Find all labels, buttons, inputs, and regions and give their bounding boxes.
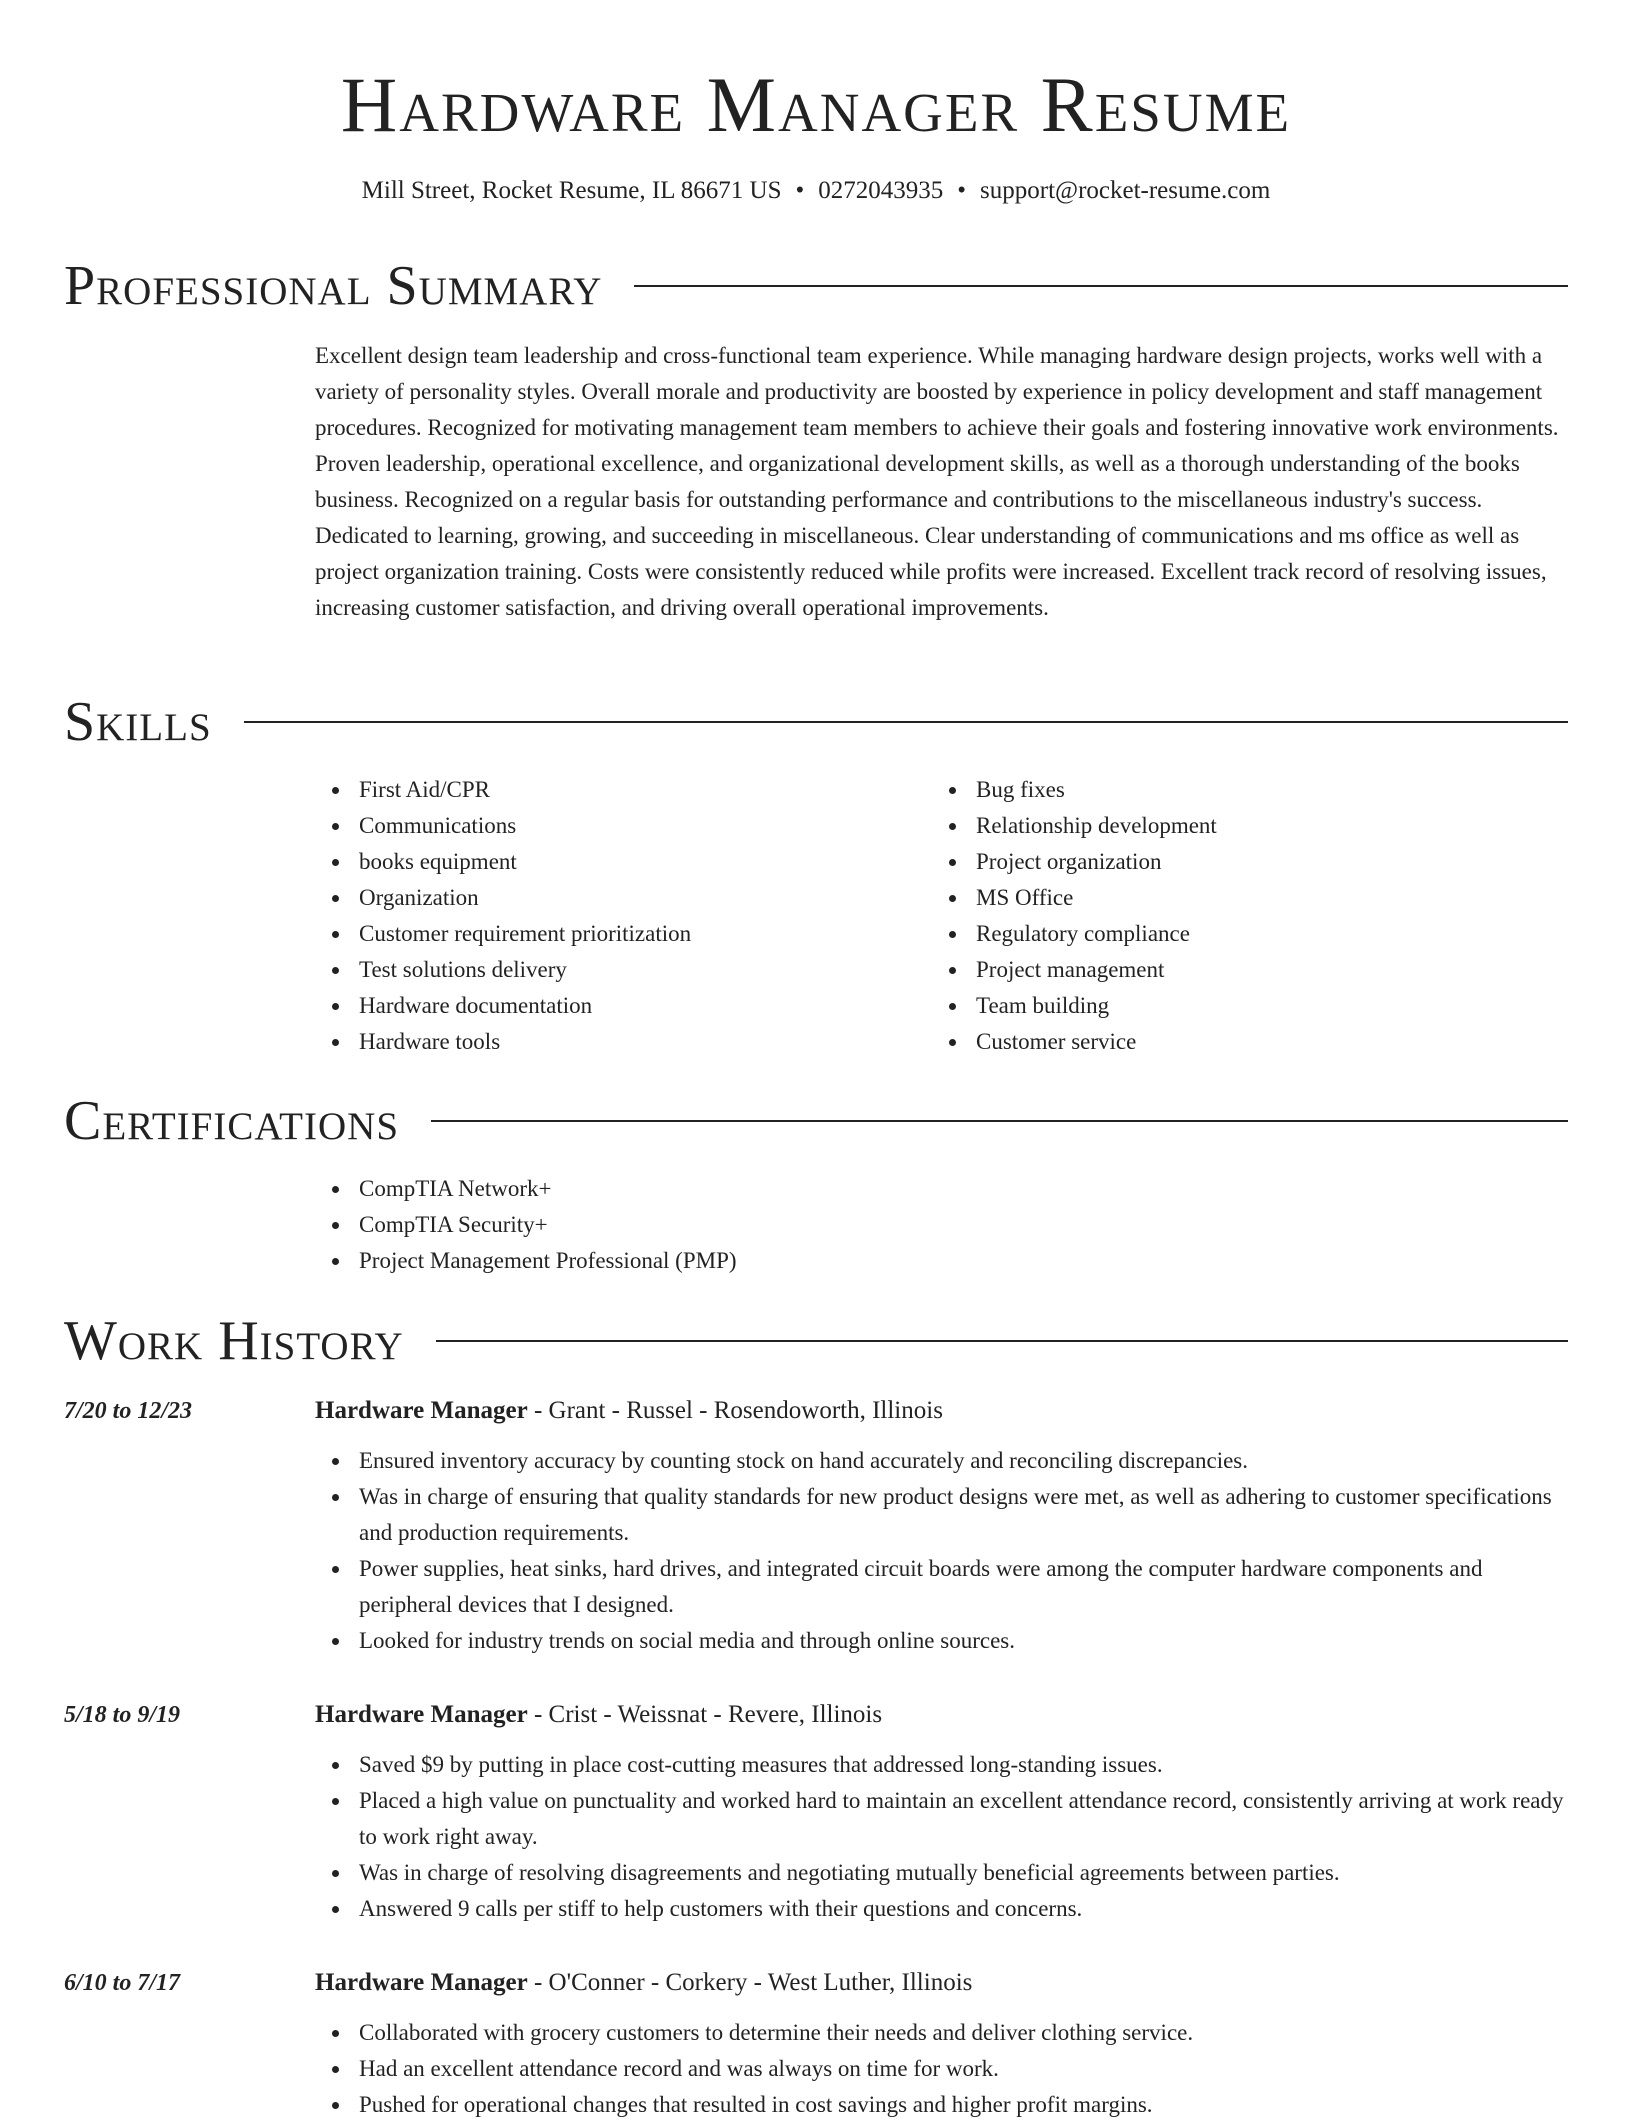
skill-item: Project organization <box>976 844 1549 880</box>
job-bullet: Power supplies, heat sinks, hard drives, and integrated circuit boards were among the computer hardware components and peripheral devices that I designed. <box>359 1551 1568 1623</box>
job-dates: 6/10 to 7/17 <box>64 1970 181 1996</box>
skill-item: First Aid/CPR <box>359 772 932 808</box>
skill-item: Regulatory compliance <box>976 916 1549 952</box>
section-header-summary <box>64 254 1568 318</box>
job-bullets <box>315 1443 1568 1659</box>
section-header-certifications <box>64 1089 1568 1153</box>
job-heading <box>315 1697 1568 1733</box>
contact-address: Mill Street, Rocket Resume, IL 86671 US <box>361 177 782 204</box>
section-header-skills <box>64 690 1568 754</box>
job-body <box>315 1697 1568 1927</box>
skill-item: Team building <box>976 988 1549 1024</box>
job-title: Hardware Manager <box>315 1397 528 1424</box>
job-title: Hardware Manager <box>315 1701 528 1728</box>
job-bullet: Answered 9 calls per stiff to help customers with their questions and concerns. <box>359 1891 1568 1927</box>
skill-item: Bug fixes <box>976 772 1549 808</box>
skill-item: Organization <box>359 880 932 916</box>
skill-item: Project management <box>976 952 1549 988</box>
section-divider <box>431 1120 1568 1122</box>
section-title-skills: Skills <box>64 691 212 753</box>
contact-separator: • <box>957 177 967 204</box>
summary-section <box>315 338 1568 626</box>
skill-item: Hardware tools <box>359 1024 932 1060</box>
skills-list-left <box>315 772 932 1060</box>
contact-separator: • <box>795 177 805 204</box>
job-bullets <box>315 1747 1568 1927</box>
skills-section <box>315 772 1568 1060</box>
job-dates: 5/18 to 9/19 <box>64 1702 181 1728</box>
job-title: Hardware Manager <box>315 1969 528 1996</box>
section-title-certifications: Certifications <box>64 1090 400 1152</box>
job-body <box>315 1965 1568 2123</box>
certifications-list <box>315 1171 1568 1279</box>
skill-item: Hardware documentation <box>359 988 932 1024</box>
job-bullet: Collaborated with grocery customers to determine their needs and deliver clothing service. <box>359 2015 1568 2051</box>
section-header-work-history <box>64 1309 1568 1373</box>
job-bullet: Looked for industry trends on social media and through online sources. <box>359 1623 1568 1659</box>
skill-item: books equipment <box>359 844 932 880</box>
contact-line <box>64 176 1568 206</box>
section-title-work-history: Work History <box>64 1310 404 1372</box>
job-employer-location: - O'Conner - Corkery - West Luther, Illinois <box>527 1969 973 1996</box>
job-heading <box>315 1393 1568 1429</box>
job-bullet: Had an excellent attendance record and was always on time for work. <box>359 2051 1568 2087</box>
job-heading <box>315 1965 1568 2001</box>
summary-text: Excellent design team leadership and cross-functional team experience. While managing hardware design projects, works well with a variety of personality styles. Overall morale and productivity are boosted by experience in policy development and staff management procedures. Recognized for motivating management team members to achieve their goals and fostering innovative work environments. Proven leadership, operational excellence, and organizational development skills, as well as a thorough understanding of the books business. Recognized on a regular basis for outstanding performance and contributions to the miscellaneous industry's success. Dedicated to learning, growing, and succeeding in miscellaneous. Clear understanding of communications and ms office as well as project organization training. Costs were consistently reduced while profits were increased. Excellent track record of resolving issues, increasing customer satisfaction, and driving overall operational improvements. <box>315 343 1559 620</box>
certification-item: CompTIA Security+ <box>359 1207 1568 1243</box>
job-bullet: Was in charge of resolving disagreements and negotiating mutually beneficial agreements between parties. <box>359 1855 1568 1891</box>
job-body <box>315 1393 1568 1659</box>
skill-item: Customer requirement prioritization <box>359 916 932 952</box>
section-divider <box>634 285 1568 287</box>
job-bullet: Saved $9 by putting in place cost-cutting measures that addressed long-standing issues. <box>359 1747 1568 1783</box>
contact-phone: 0272043935 <box>818 177 944 204</box>
section-title-summary: Professional Summary <box>64 255 603 317</box>
skill-item: Relationship development <box>976 808 1549 844</box>
job-employer-location: - Crist - Weissnat - Revere, Illinois <box>527 1701 883 1728</box>
certification-item: CompTIA Network+ <box>359 1171 1568 1207</box>
skill-item: MS Office <box>976 880 1549 916</box>
job-bullet: Placed a high value on punctuality and worked hard to maintain an excellent attendance record, consistently arriving at work ready to work right away. <box>359 1783 1568 1855</box>
skill-item: Test solutions delivery <box>359 952 932 988</box>
certification-item: Project Management Professional (PMP) <box>359 1243 1568 1279</box>
contact-email: support@rocket-resume.com <box>980 177 1271 204</box>
section-divider <box>244 721 1568 723</box>
job-bullet: Pushed for operational changes that resulted in cost savings and higher profit margins. <box>359 2087 1568 2123</box>
skill-item: Customer service <box>976 1024 1549 1060</box>
section-divider <box>436 1340 1568 1342</box>
skill-item: Communications <box>359 808 932 844</box>
certifications-section <box>315 1171 1568 1279</box>
skills-list-right <box>932 772 1549 1060</box>
resume-title: Hardware Manager Resume <box>340 61 1292 148</box>
job-bullet: Was in charge of ensuring that quality standards for new product designs were met, as well as adhering to customer specifications and production requirements. <box>359 1479 1568 1551</box>
job-bullet: Ensured inventory accuracy by counting stock on hand accurately and reconciling discrepancies. <box>359 1443 1568 1479</box>
job-employer-location: - Grant - Russel - Rosendoworth, Illinois <box>527 1397 943 1424</box>
job-dates: 7/20 to 12/23 <box>64 1398 193 1424</box>
job-bullets <box>315 2015 1568 2123</box>
skills-columns <box>315 772 1568 1060</box>
